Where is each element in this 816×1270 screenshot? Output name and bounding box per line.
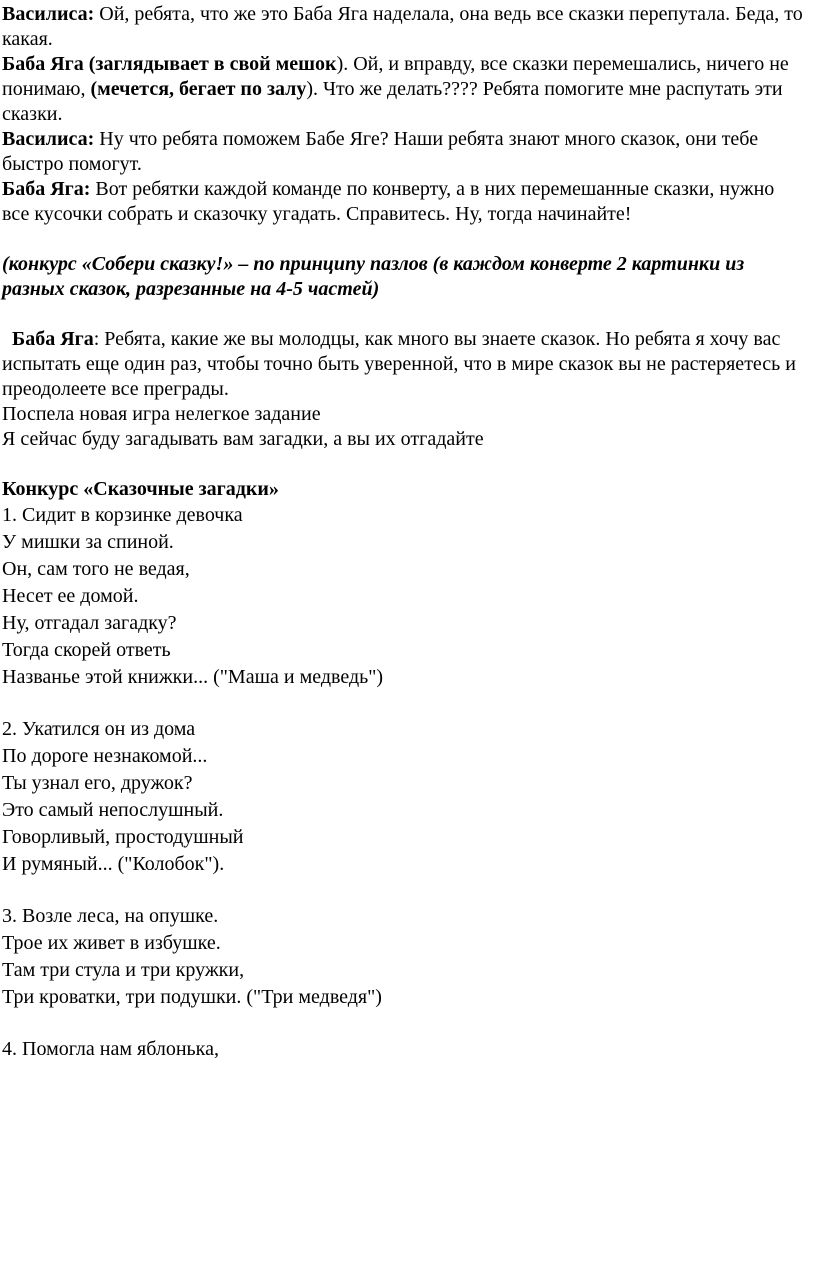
- dialogue-paragraph: [2, 2, 806, 52]
- dialogue-text: Вот ребятки каждой команде по конверту, а в них перемешанные сказки, нужно все кусочки собрать и сказочку угадать. Справитесь. Ну, тогда начинайте!: [2, 178, 775, 225]
- riddle-line: 3. Возле леса, на опушке.: [2, 905, 219, 927]
- spacer: [2, 878, 806, 903]
- speaker-label: Баба Яга: [12, 328, 94, 350]
- riddle-2: [2, 716, 806, 878]
- riddle-1: [2, 502, 806, 691]
- speaker-label: Василиса:: [2, 3, 95, 25]
- spacer: [2, 1011, 806, 1036]
- riddle-line: Говорливый, простодушный: [2, 826, 244, 848]
- dialogue-paragraph: [2, 127, 806, 177]
- dialogue-paragraph: [2, 327, 806, 402]
- contest-description: (конкурс «Собери сказку!» – по принципу пазлов (в каждом конверте 2 картинки из разных сказок, разрезанные на 4-5 частей): [2, 253, 745, 300]
- riddle-line: 2. Укатился он из дома: [2, 718, 196, 740]
- dialogue-text: ). Что же делать???? Ребята помогите мне распутать эти сказки.: [2, 78, 783, 125]
- speaker-label: Баба Яга (заглядывает в свой мешок: [2, 53, 337, 75]
- riddle-line: 4. Помогла нам яблонька,: [2, 1038, 219, 1060]
- riddle-line: 1. Сидит в корзинке девочка: [2, 504, 243, 526]
- dialogue-text: : Ребята, какие же вы молодцы, как много вы знаете сказок. Но ребята я хочу вас испытать еще один раз, чтобы точно быть уверенной, что в мире сказок вы не растеряетесь и преодолеете все преграды.: [2, 328, 797, 400]
- riddle-line: Тогда скорей ответь: [2, 639, 171, 661]
- dialogue-text: ). Ой, и вправду, все сказки перемешались, ничего не понимаю,: [2, 53, 789, 100]
- dialogue-paragraph: [2, 177, 806, 227]
- riddle-4: [2, 1036, 806, 1063]
- riddle-line: Трое их живет в избушке.: [2, 932, 221, 954]
- speaker-label: Баба Яга:: [2, 178, 91, 200]
- speaker-label: Василиса:: [2, 128, 95, 150]
- stage-direction: (мечется, бегает по залу: [90, 78, 307, 100]
- riddle-line: Ну, отгадал загадку?: [2, 612, 177, 634]
- riddle-line: Несет ее домой.: [2, 585, 139, 607]
- riddle-line: Там три стула и три кружки,: [2, 959, 245, 981]
- spacer: [2, 452, 806, 477]
- riddle-line: Ты узнал его, дружок?: [2, 772, 193, 794]
- contest-title: Конкурс «Сказочные загадки»: [2, 478, 279, 500]
- riddle-line: Три кроватки, три подушки. ("Три медведя"): [2, 986, 382, 1008]
- riddle-line: У мишки за спиной.: [2, 531, 174, 553]
- dialogue-text: Ой, ребята, что же это Баба Яга наделала, она ведь все сказки перепутала. Беда, то какая.: [2, 3, 803, 50]
- riddle-line: Это самый непослушный.: [2, 799, 224, 821]
- text-line: Я сейчас буду загадывать вам загадки, а вы их отгадайте: [2, 428, 484, 450]
- spacer: [2, 302, 806, 327]
- dialogue-paragraph: [2, 52, 806, 127]
- dialogue-text: Ну что ребята поможем Бабе Яге? Наши ребята знают много сказок, они тебе быстро помогут.: [2, 128, 759, 175]
- riddle-line: Он, сам того не ведая,: [2, 558, 190, 580]
- spacer: [2, 227, 806, 252]
- spacer: [2, 691, 806, 716]
- riddle-line: Названье этой книжки... ("Маша и медведь"): [2, 666, 384, 688]
- riddle-line: По дороге незнакомой...: [2, 745, 208, 767]
- riddle-3: [2, 903, 806, 1011]
- text-line: Поспела новая игра нелегкое задание: [2, 403, 321, 425]
- riddle-line: И румяный... ("Колобок").: [2, 853, 225, 875]
